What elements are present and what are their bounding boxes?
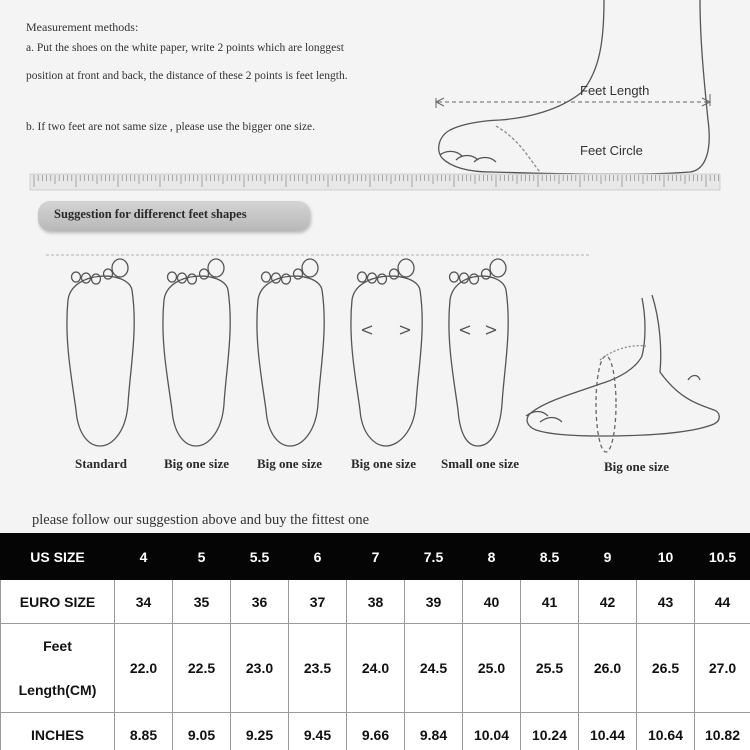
feet-length-cell: 23.0 [231, 624, 289, 713]
side-foot-illustration [439, 0, 709, 174]
euro-size-cell: 37 [289, 580, 347, 624]
euro-size-cell: 42 [579, 580, 637, 624]
feet-length-label: Feet Length [580, 83, 650, 98]
toe [358, 272, 367, 282]
feet-length-header [1, 624, 115, 713]
us-size-cell: 5.5 [231, 534, 289, 580]
feet-length-cell: 27.0 [695, 624, 750, 713]
footprint-narrow [449, 259, 508, 446]
us-size-header: US SIZE [1, 534, 115, 580]
inches-header: INCHES [1, 713, 115, 750]
us-size-cell: 5 [173, 534, 231, 580]
feet-length-cell: 22.5 [173, 624, 231, 713]
inches-cell: 10.24 [521, 713, 579, 750]
toe [378, 274, 387, 284]
shape-label-big-2: Big one size [257, 456, 322, 471]
toe [398, 259, 414, 277]
euro-size-row [1, 580, 750, 624]
inches-cell: 10.44 [579, 713, 637, 750]
feet-circle-illustration [526, 295, 719, 452]
euro-size-header: EURO SIZE [1, 580, 115, 624]
us-size-cell: 8.5 [521, 534, 579, 580]
footprint-wide [351, 259, 422, 446]
measurement-step-b: b. If two feet are not same size , please use the bigger one size. [26, 121, 315, 133]
toe [92, 274, 101, 284]
us-size-cell: 7.5 [405, 534, 463, 580]
toe [482, 269, 491, 279]
size-table [0, 533, 750, 750]
shape-label-big-4: Big one size [604, 459, 669, 474]
inches-cell: 10.82 [695, 713, 750, 750]
width-arrows [362, 326, 410, 334]
ruler [30, 174, 720, 190]
euro-size-cell: 35 [173, 580, 231, 624]
measurement-step-a-line2: position at front and back, the distance of these 2 points is feet length. [26, 70, 348, 82]
inches-cell: 9.25 [231, 713, 289, 750]
toe [188, 274, 197, 284]
inches-row [1, 713, 750, 750]
feet-length-cell: 24.0 [347, 624, 405, 713]
measurement-title: Measurement methods: [26, 20, 139, 34]
euro-size-cell: 36 [231, 580, 289, 624]
euro-size-cell: 41 [521, 580, 579, 624]
shape-label-small: Small one size [441, 456, 519, 471]
toe [104, 269, 113, 279]
feet-length-cell: 24.5 [405, 624, 463, 713]
footprint-standard [67, 259, 134, 446]
us-size-row [1, 534, 750, 580]
inches-cell: 9.45 [289, 713, 347, 750]
us-size-cell: 8 [463, 534, 521, 580]
us-size-cell: 4 [115, 534, 173, 580]
toe [460, 273, 469, 283]
shape-label-big-1: Big one size [164, 456, 229, 471]
us-size-cell: 7 [347, 534, 405, 580]
shape-label-big-3: Big one size [351, 456, 416, 471]
euro-size-cell: 44 [695, 580, 750, 624]
euro-size-cell: 34 [115, 580, 173, 624]
toe [262, 272, 271, 282]
us-size-cell: 9 [579, 534, 637, 580]
inches-cell: 8.85 [115, 713, 173, 750]
toe [282, 274, 291, 284]
toe [390, 269, 399, 279]
toe [112, 259, 128, 277]
toe [208, 259, 224, 277]
feet-length-row [1, 624, 750, 713]
toe [168, 272, 177, 282]
us-size-cell: 6 [289, 534, 347, 580]
suggestion-heading: Suggestion for differenct feet shapes [54, 207, 247, 221]
suggestion-heading-tab [38, 201, 310, 231]
us-size-cell: 10 [637, 534, 695, 580]
feet-length-cell: 25.0 [463, 624, 521, 713]
inches-cell: 9.66 [347, 713, 405, 750]
width-arrows [460, 326, 496, 334]
toe [200, 269, 209, 279]
footprint-big-toe [163, 259, 230, 446]
feet-length-arrow [436, 94, 710, 108]
toe [72, 272, 81, 282]
feet-length-cell: 26.5 [637, 624, 695, 713]
feet-length-cell: 23.5 [289, 624, 347, 713]
inches-cell: 9.05 [173, 713, 231, 750]
inches-cell: 9.84 [405, 713, 463, 750]
feet-length-cell: 25.5 [521, 624, 579, 713]
footprint-long-toe [257, 259, 324, 446]
feet-circle-label: Feet Circle [580, 143, 643, 158]
toe [450, 272, 459, 282]
euro-size-cell: 39 [405, 580, 463, 624]
suggestion-note: please follow our suggestion above and buy the fittest one [32, 512, 370, 528]
euro-size-cell: 38 [347, 580, 405, 624]
feet-length-header-line1: Feet [43, 638, 72, 654]
feet-length-header-line2: Length(CM) [18, 682, 97, 698]
euro-size-cell: 43 [637, 580, 695, 624]
inches-cell: 10.04 [463, 713, 521, 750]
feet-length-cell: 26.0 [579, 624, 637, 713]
feet-length-cell: 22.0 [115, 624, 173, 713]
toe [302, 259, 318, 277]
toe [470, 274, 479, 284]
toe [490, 259, 506, 277]
shape-label-standard: Standard [75, 456, 128, 471]
measurement-step-a-line1: a. Put the shoes on the white paper, write 2 points which are longgest [26, 42, 344, 54]
inches-cell: 10.64 [637, 713, 695, 750]
toe [294, 269, 303, 279]
euro-size-cell: 40 [463, 580, 521, 624]
us-size-cell: 10.5 [695, 534, 750, 580]
